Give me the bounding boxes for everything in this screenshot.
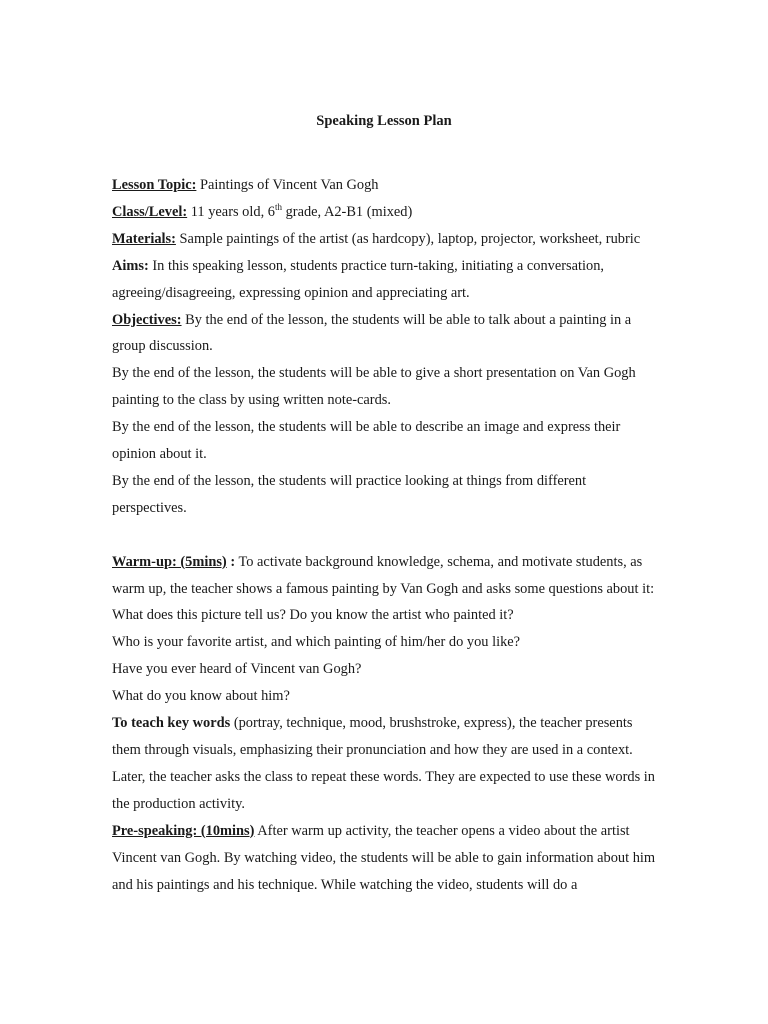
materials-line: [112, 226, 660, 253]
materials-label: Materials:: [112, 230, 176, 247]
class-level-text-before: 11 years old, 6: [190, 203, 275, 220]
lesson-topic-text: Paintings of Vincent Van Gogh: [200, 177, 379, 193]
warm-up-question: Have you ever heard of Vincent van Gogh?: [112, 661, 362, 678]
warm-up-paragraph: [112, 549, 660, 630]
materials-text: Sample paintings of the artist (as hardcopy), laptop, projector, worksheet, rubric: [179, 230, 641, 247]
warm-up-question: Who is your favorite artist, and which painting of him/her do you like?: [112, 634, 521, 651]
objectives-label: Objectives:: [112, 311, 182, 328]
aims-text: In this speaking lesson, students practice turn-taking, initiating a conversation, agreeing/disagreeing, expressing opinion and appreciating art.: [112, 257, 604, 301]
class-level-text-after: grade, A2-B1 (mixed): [281, 203, 413, 220]
aims-line: [112, 253, 660, 307]
lesson-topic-line: [112, 172, 660, 199]
class-level-label: Class/Level:: [112, 203, 188, 220]
pre-speaking-label: Pre-speaking: (10mins): [112, 822, 255, 839]
document-body: [112, 172, 660, 898]
warm-up-question: What do you know about him?: [112, 688, 290, 705]
pre-speaking-text: After warm up activity, the teacher opens a video about the artist Vincent van Gogh. By watching video, the students will be able to gain information about him and his paintings and his technique. While watching the video, students will do a: [112, 822, 656, 893]
objective-item: By the end of the lesson, the students will be able to describe an image and express their opinion about it.: [112, 419, 621, 463]
pre-speaking-paragraph: [112, 818, 660, 899]
key-words-paragraph: [112, 710, 660, 818]
objective-item: By the end of the lesson, the students will practice looking at things from different perspectives.: [112, 472, 587, 516]
class-level-superscript: th: [274, 202, 282, 213]
aims-label: Aims:: [112, 257, 149, 274]
objectives-line: [112, 307, 660, 361]
lesson-topic-label: Lesson Topic:: [112, 177, 197, 193]
key-words-label: To teach key words: [112, 715, 231, 732]
objective-item: By the end of the lesson, the students will be able to give a short presentation on Van Gogh painting to the class by using written note-cards.: [112, 365, 636, 409]
warm-up-colon: :: [226, 553, 236, 570]
class-level-text: [191, 204, 413, 220]
class-level-line: [112, 199, 660, 226]
section-spacer: [112, 522, 660, 549]
key-words-text: (portray, technique, mood, brushstroke, express), the teacher presents them through visuals, emphasizing their pronunciation and how they are used in a context. Later, the teacher asks the class to repeat these words. They are expected to use these words in the production activity.: [112, 715, 655, 812]
warm-up-text: To activate background knowledge, schema, and motivate students, as warm up, the teacher shows a famous painting by Van Gogh and asks some questions about it: What does this picture tell us? Do you know the artist who painted it?: [112, 553, 655, 624]
objective-item: By the end of the lesson, the students will be able to talk about a painting in a group discussion.: [112, 311, 632, 355]
document-title: Speaking Lesson Plan: [316, 113, 452, 129]
warm-up-label: Warm-up: (5mins): [112, 553, 227, 570]
